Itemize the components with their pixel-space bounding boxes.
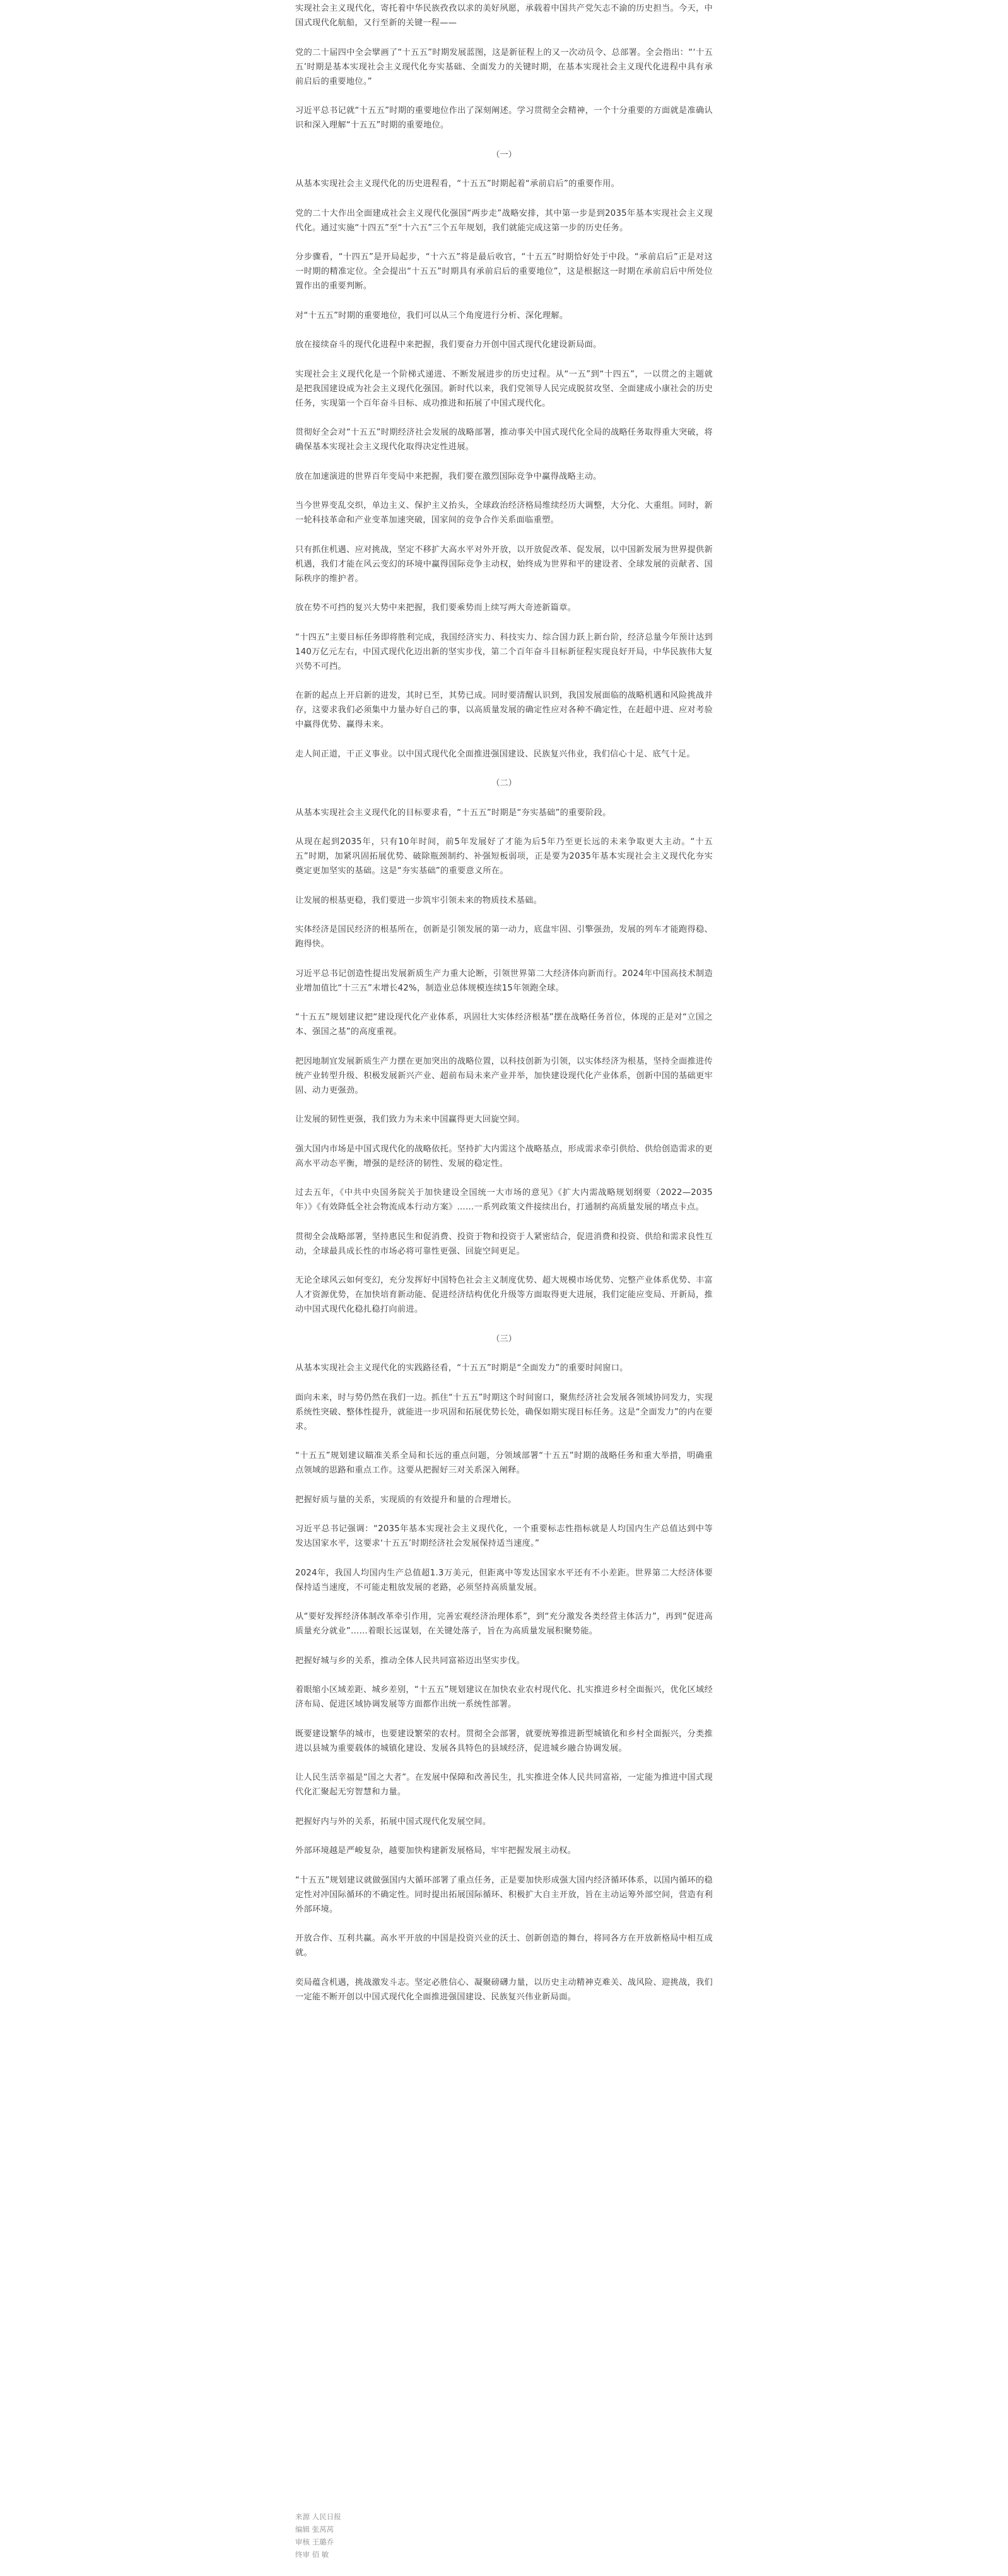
credit-line (295, 2523, 341, 2536)
article-paragraph: 贯彻全会战略部署，坚持惠民生和促消费、投资于物和投资于人紧密结合，促进消费和投资、供给和需求良性互动，全球最具成长性的市场必将可靠性更强、回旋空间更足。 (295, 1232, 713, 1256)
credit-label: 审核 (295, 2538, 310, 2546)
article-paragraph: “十四五”主要目标任务即将胜利完成，我国经济实力、科技实力、综合国力跃上新台阶，经济总量今年预计达到140万亿元左右，中国式现代化迈出新的坚实步伐，第二个百年奋斗目标新征程实现良好开局，中华民族伟大复兴势不可挡。 (295, 632, 713, 671)
article-paragraph: 实体经济是国民经济的根基所在，创新是引领发展的第一动力，底盘牢固、引擎强劲，发展的列车才能跑得稳、跑得快。 (295, 925, 713, 949)
article-paragraph: 强大国内市场是中国式现代化的战略依托。坚持扩大内需这个战略基点，形成需求牵引供给、供给创造需求的更高水平动态平衡，增强的是经济的韧性、发展的稳定性。 (295, 1144, 713, 1168)
article-paragraph: 从现在起到2035年，只有10年时间，前5年发展好了才能为后5年乃至更长远的未来争取更大主动。“十五五”时期，加紧巩固拓展优势、破除瓶颈制约、补强短板弱项，正是要为2035年基本实现社会主义现代化夯实奠定更加坚实的基础。这是“夯实基础”的重要意义所在。 (295, 837, 713, 876)
article-paragraph: 习近平总书记就“十五五”时期的重要地位作出了深刻阐述。学习贯彻全会精神，一个十分重要的方面就是准确认识和深入理解“十五五”时期的重要地位。 (295, 106, 713, 130)
article-paragraph: 在新的起点上开启新的进发，其时已至，其势已成。同时要清醒认识到，我国发展面临的战略机遇和风险挑战并存，这要求我们必须集中力量办好自己的事，以高质量发展的确定性应对各种不确定性，在赶超中进、应对考验中赢得优势、赢得未来。 (295, 691, 713, 729)
article-paragraph: 走人间正道，干正义事业。以中国式现代化全面推进强国建设、民族复兴伟业，我们信心十足、底气十足。 (295, 749, 695, 759)
article-paragraph: 党的二十大作出全面建成社会主义现代化强国“两步走”战略安排，其中第一步是到2035年基本实现社会主义现代化。通过实施“十四五”至“十六五”三个五年规划，我们就能完成这第一步的历史任务。 (295, 208, 713, 233)
article-credits (295, 2510, 341, 2561)
article-paragraph: 奕局蕴含机遇，挑战激发斗志。坚定必胜信心、凝聚磅礴力量，以历史主动精神克难关、战风险、迎挑战，我们一定能不断开创以中国式现代化全面推进强国建设、民族复兴伟业新局面。 (295, 1977, 713, 2002)
credit-line (295, 2510, 341, 2523)
article-paragraph: 从基本实现社会主义现代化的实践路径看，“十五五”时期是“全面发力”的重要时间窗口。 (295, 1363, 628, 1373)
article-paragraph: 实现社会主义现代化是一个阶梯式递进、不断发展进步的历史过程。从“一五”到“十四五”，一以贯之的主题就是把我国建设成为社会主义现代化强国。新时代以来，我们党领导人民完成脱贫攻坚、全面建成小康社会的历史任务，实现第一个百年奋斗目标、成功推进和拓展了中国式现代化。 (295, 369, 713, 408)
article-paragraph: 着眼缩小区域差距、城乡差别，“十五五”规划建议在加快农业农村现代化、扎实推进乡村全面振兴，优化区域经济布局、促进区域协调发展等方面都作出统一系统性部署。 (295, 1685, 713, 1709)
article-paragraph: 实现社会主义现代化，寄托着中华民族孜孜以求的美好夙愿，承载着中国共产党矢志不渝的历史担当。今天，中国式现代化航船，又行至新的关键一程—— (295, 4, 713, 28)
article-body (295, 0, 713, 2019)
credit-value: 佰 敏 (312, 2550, 329, 2559)
credit-value: 王璐乔 (312, 2538, 334, 2546)
article-paragraph: 开放合作、互利共赢。高水平开放的中国是投资兴业的沃土、创新创造的舞台，将同各方在开放新格局中相互成就。 (295, 1934, 713, 1958)
credit-line (295, 2536, 341, 2548)
article-paragraph: 让发展的根基更稳，我们要进一步筑牢引领未来的物质技术基础。 (295, 895, 542, 905)
article-paragraph: 把握好内与外的关系，拓展中国式现代化发展空间。 (295, 1816, 491, 1826)
credit-label: 编辑 (295, 2525, 310, 2534)
article-paragraph: 分步骤看，“十四五”是开局起步，“十六五”将是最后收官，“十五五”时期恰好处于中段。“承前启后”正是对这一时期的精准定位。全会提出“十五五”时期具有承前启后的重要地位”，这是根据这一时期在承前启后中所处位置作出的重要判断。 (295, 252, 713, 291)
credit-value: 张莴莴 (312, 2525, 334, 2534)
article-paragraph: 当今世界变乱交织，单边主义、保护主义抬头，全球政治经济格局维续经历大调整，大分化、大重组。同时，新一轮科技革命和产业变革加速突破，国家间的竞争合作关系面临重塑。 (295, 501, 713, 525)
article-paragraph: 党的二十届四中全会擘画了“十五五”时期发展蓝图，这是新征程上的又一次动员令、总部署。全会指出：“‘十五五’时期是基本实现社会主义现代化夯实基础、全面发力的关键时期，在基本实现社会主义现代化进程中具有承前启后的重要地位。” (295, 47, 713, 86)
article-paragraph: 从基本实现社会主义现代化的历史进程看，“十五五”时期起着“承前启后”的重要作用。 (295, 179, 620, 189)
article-paragraph: 2024年，我国人均国内生产总值超1.3万美元，但距离中等发达国家水平还有不小差距。世界第二大经济体要保持适当速度，不可能走粗放发展的老路，必须坚持高质量发展。 (295, 1568, 713, 1592)
article-paragraph: 让发展的韧性更强，我们致力为未来中国赢得更大回旋空间。 (295, 1115, 525, 1124)
credit-line (295, 2548, 341, 2561)
section-heading: （三） (491, 1334, 517, 1344)
article-paragraph: 外部环境越是严峻复杂，越要加快构建新发展格局，牢牢把握发展主动权。 (295, 1846, 577, 1856)
article-paragraph: 放在加速演进的世界百年变局中来把握，我们要在激烈国际竞争中赢得战略主动。 (295, 471, 602, 481)
article-paragraph: 习近平总书记强调：“2035年基本实现社会主义现代化，一个重要标志性指标就是人均国内生产总值达到中等发达国家水平，这要求‘十五五’时期经济社会发展保持适当速度。” (295, 1524, 713, 1548)
article-paragraph: 把握好城与乡的关系，推动全体人民共同富裕迈出坚实步伐。 (295, 1656, 525, 1666)
article-paragraph: “十五五”规划建议把“建设现代化产业体系，巩固壮大实体经济根基”摆在战略任务首位，体现的正是对“立国之本、强国之基”的高度重视。 (295, 1013, 713, 1037)
credit-value: 人民日报 (312, 2512, 341, 2521)
article-paragraph: 放在势不可挡的复兴大势中来把握，我们要乘势而上续写两大奇迹新篇章。 (295, 603, 577, 613)
article-paragraph: “十五五”规划建议就做强国内大循环部署了重点任务，正是要加快形成强大国内经济循环体系，以国内循环的稳定性对冲国际循环的不确定性。同时提出拓展国际循环、积极扩大自主开放，旨在主动运筹外部空间，营造有利外部环境。 (295, 1875, 713, 1914)
article-paragraph: 把握好质与量的关系，实现质的有效提升和量的合理增长。 (295, 1495, 517, 1505)
article-paragraph: 既要建设繁华的城市，也要建设繁荣的农村。贯彻全会部署，就要统筹推进新型城镇化和乡村全面振兴，分类推进以县城为重要载体的城镇化建设、发展各具特色的县域经济，促进城乡融合协调发展。 (295, 1729, 713, 1753)
article-paragraph: 放在接续奋斗的现代化进程中来把握，我们要奋力开创中国式现代化建设新局面。 (295, 340, 602, 350)
article-paragraph: 面向未来，时与势仍然在我们一边。抓住“十五五”时期这个时间窗口，聚焦经济社会发展各领域协同发力，实现系统性突破、整体性提升，就能进一步巩固和拓展优势长处，确保如期实现目标任务。这是“全面发力”的内在要求。 (295, 1392, 713, 1432)
article-paragraph: 让人民生活幸福是“国之大者”。在发展中保障和改善民生，扎实推进全体人民共同富裕，一定能为推进中国式现代化汇聚起无穷智慧和力量。 (295, 1773, 713, 1797)
article-paragraph: 从“要好发挥经济体制改革牵引作用，完善宏观经济治理体系”，到“充分激发各类经营主体活力”，再到“促进高质量充分就业”……着眼长远谋划，在关键处落子，旨在为高质量发展积聚势能。 (295, 1612, 713, 1636)
credit-label: 来源 (295, 2512, 310, 2521)
section-heading: （一） (491, 150, 517, 160)
article-paragraph: 习近平总书记创造性提出发展新质生产力重大论断，引领世界第二大经济体向新而行。2024年中国高技术制造业增加值比“十三五”末增长42%，制造业总体规模连续15年领跑全球。 (295, 968, 713, 993)
article-paragraph: 无论全球风云如何变幻，充分发挥好中国特色社会主义制度优势、超大规模市场优势、完整产业体系优势、丰富人才资源优势，在加快培育新动能、促进经济结构优化升级等方面取得更大进展，我们定能应变局、开新局，推动中国式现代化稳扎稳打向前进。 (295, 1276, 713, 1314)
article-paragraph: 从基本实现社会主义现代化的目标要求看，“十五五”时期是“夯实基础”的重要阶段。 (295, 808, 611, 818)
article-paragraph: 对“十五五”时期的重要地位，我们可以从三个角度进行分析、深化理解。 (295, 310, 568, 321)
article-paragraph: “十五五”规划建议瞄准关系全局和长远的重点问题，分领域部署“十五五”时期的战略任务和重大举措，明确重点领域的思路和重点工作。这要从把握好三对关系深入阐释。 (295, 1451, 713, 1475)
article-paragraph: 贯彻好全会对“十五五”时期经济社会发展的战略部署，推动事关中国式现代化全局的战略任务取得重大突破，将确保基本实现社会主义现代化取得决定性进展。 (295, 428, 713, 452)
credit-label: 终审 (295, 2550, 310, 2559)
article-paragraph: 把因地制宜发展新质生产力摆在更加突出的战略位置，以科技创新为引领，以实体经济为根基，坚持全面推进传统产业转型升级、积极发展新兴产业、超前布局未来产业并举，加快建设现代化产业体系，创新中国的基础更牢固、动力更强劲。 (295, 1056, 713, 1095)
section-heading: （二） (491, 779, 517, 788)
article-paragraph: 过去五年，《中共中央国务院关于加快建设全国统一大市场的意见》《扩大内需战略规划纲要（2022—2035年）》《有效降低全社会物流成本行动方案》……一系列政策文件接续出台，打通制约高质量发展的堵点卡点。 (295, 1188, 713, 1212)
article-paragraph: 只有抓住机遇、应对挑战，坚定不移扩大高水平对外开放，以开放促改革、促发展，以中国新发展为世界提供新机遇，我们才能在风云变幻的环境中赢得国际竞争主动权，始终成为世界和平的建设者、全球发展的贡献者、国际秩序的维护者。 (295, 544, 713, 584)
